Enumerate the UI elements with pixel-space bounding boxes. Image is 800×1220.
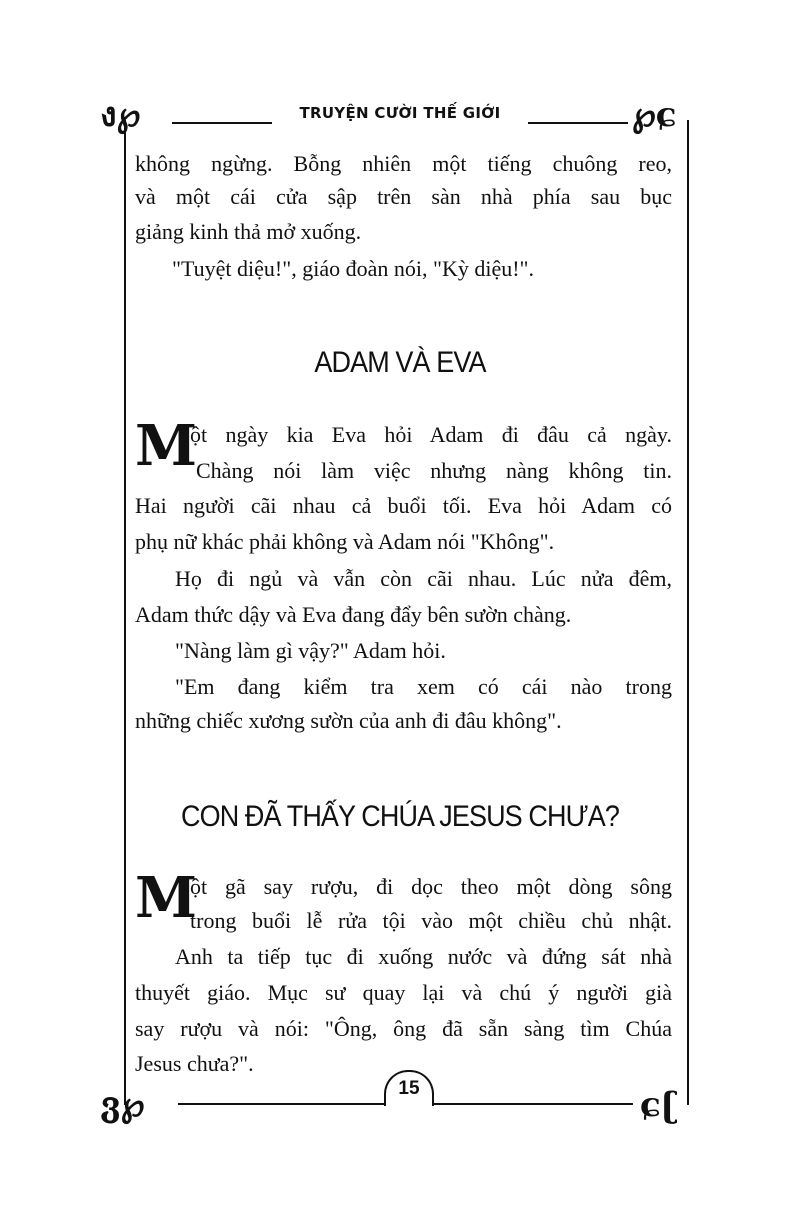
text-line: Jesus chưa?". [135, 1051, 254, 1076]
text-line: Adam thức dậy và Eva đang đẩy bên sườn chàng. [135, 602, 572, 627]
text-line: ột ngày kia Eva hỏi Adam đi đâu cả ngày. [190, 422, 672, 447]
text-line: những chiếc xương sườn của anh đi đâu không". [135, 708, 562, 733]
text-line: thuyết giáo. Mục sư quay lại và chú ý người già [135, 980, 672, 1005]
story-title: ADAM VÀ EVA [314, 346, 486, 379]
text-line: Họ đi ngủ và vẫn còn cãi nhau. Lúc nửa đêm, [175, 566, 672, 591]
drop-cap: M [135, 865, 197, 931]
text-line: phụ nữ khác phải không và Adam nói "Không". [135, 529, 555, 554]
corner-ornament-icon: ง℘ [100, 95, 141, 135]
corner-ornament-icon: ვ℘ [100, 1085, 145, 1125]
drop-cap: M [135, 413, 197, 479]
text-line: Hai người cãi nhau cả buổi tối. Eva hỏi Adam có [135, 493, 672, 518]
text-line: say rượu và nói: "Ông, ông đã sẵn sàng tìm Chúa [135, 1016, 672, 1041]
text-line: "Em đang kiểm tra xem có cái nào trong [175, 674, 672, 699]
page-number: 15 [384, 1070, 434, 1106]
text-line: không ngừng. Bỗng nhiên một tiếng chuông reo, [135, 151, 672, 176]
corner-ornament-icon: ℘ɕ [632, 95, 677, 135]
header-rule-right [528, 122, 628, 124]
text-line: Anh ta tiếp tục đi xuống nước và đứng sát nhà [175, 944, 672, 969]
text-line: và một cái cửa sập trên sàn nhà phía sau bục [135, 184, 672, 209]
frame-left-border [124, 120, 126, 1105]
text-line: Chàng nói làm việc nhưng nàng không tin. [196, 458, 672, 483]
text-line: trong buổi lễ rửa tội vào một chiều chủ nhật. [190, 908, 672, 933]
text-line: giảng kinh thả mở xuống. [135, 219, 362, 244]
text-line: "Tuyệt diệu!", giáo đoàn nói, "Kỳ diệu!". [172, 256, 535, 281]
header-rule-left [172, 122, 272, 124]
text-line: "Nàng làm gì vậy?" Adam hỏi. [175, 638, 446, 663]
corner-ornament-icon: ɕʗ [640, 1085, 680, 1125]
text-line: ột gã say rượu, đi dọc theo một dòng sông [190, 874, 672, 899]
running-header: TRUYỆN CƯỜI THẾ GIỚI [299, 104, 501, 122]
story-title: CON ĐÃ THẤY CHÚA JESUS CHƯA? [181, 800, 619, 833]
